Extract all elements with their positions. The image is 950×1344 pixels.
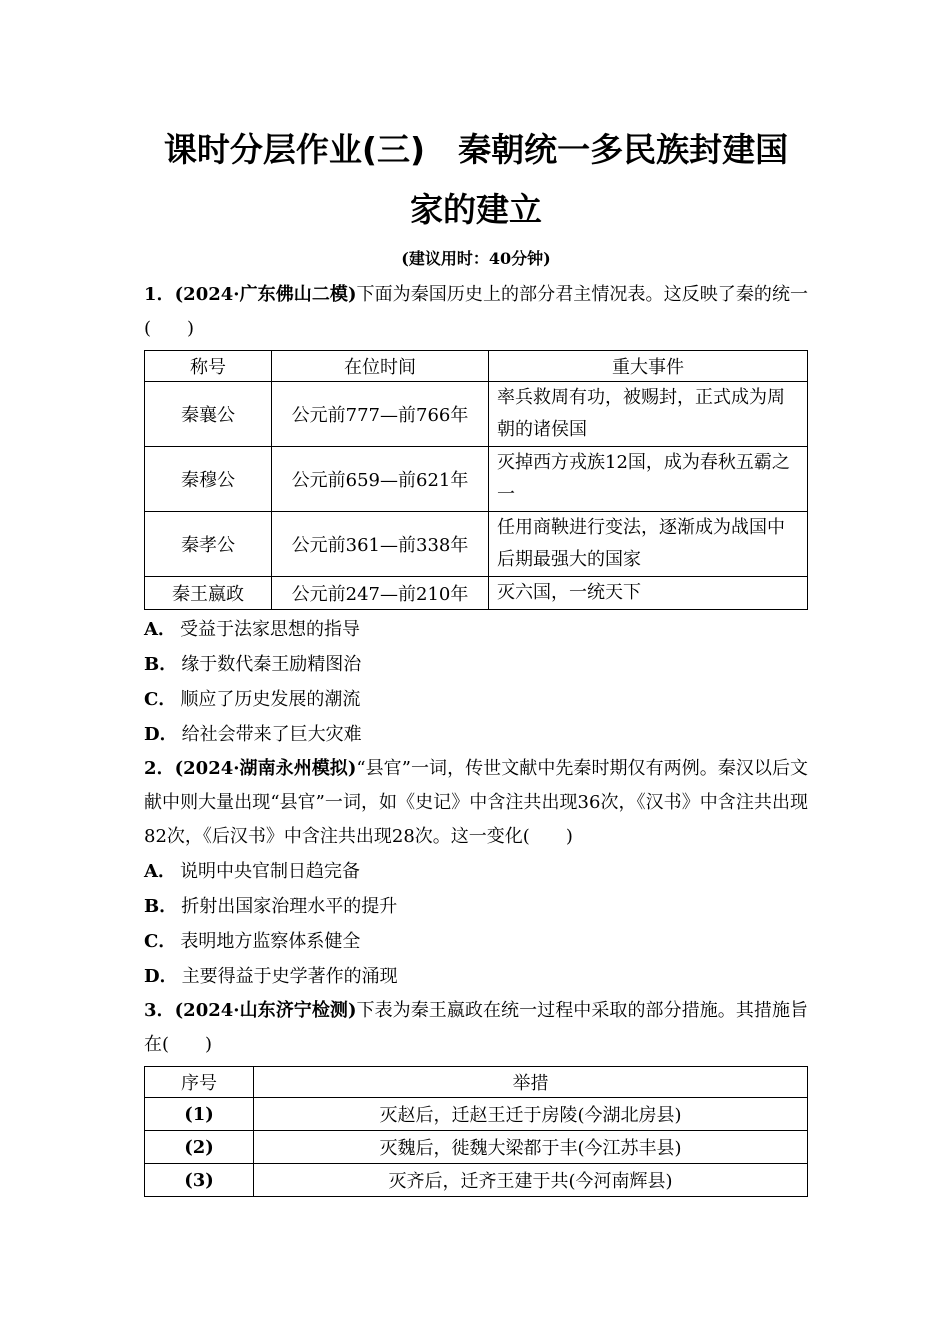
table-cell: 率兵救周有功，被赐封，正式成为周朝的诸侯国 [489,382,808,447]
table-row [145,1098,808,1131]
question-list [144,278,808,1197]
option-letter: C． [144,931,177,952]
question-1-table-wrapper [144,350,808,610]
option-letter: C． [144,689,177,710]
question-2-option-a[interactable] [144,854,808,889]
question-1-stem [144,278,808,346]
question-3-stem [144,994,808,1062]
suggested-time: (建议用时：40分钟) [401,249,551,268]
table-cell: 灭赵后，迁赵王迁于房陵(今湖北房县) [254,1098,808,1131]
table-cell: 公元前247—前210年 [272,577,489,610]
page-title-line-1: 课时分层作业(三) 秦朝统一多民族封建国 [163,130,789,169]
table-cell: 秦穆公 [145,447,272,512]
question-1-table [144,350,808,610]
table-header-cell: 称号 [145,351,272,382]
table-cell: (2) [145,1131,254,1164]
table-cell: (3) [145,1164,254,1197]
question-1-option-a[interactable] [144,612,808,647]
table-header-cell: 举措 [254,1067,808,1098]
table-cell: 公元前361—前338年 [272,512,489,577]
option-letter: D． [144,966,178,987]
option-text: 表明地方监察体系健全 [180,931,361,952]
table-cell: 灭掉西方戎族12国，成为春秋五霸之一 [489,447,808,512]
table-header-cell: 在位时间 [272,351,489,382]
question-1-option-c[interactable] [144,682,808,717]
question-number: 2． [144,758,175,779]
table-header-cell: 序号 [145,1067,254,1098]
question-source: (2024·广东佛山二模) [174,284,357,305]
page-title-line-2: 家的建立 [410,190,542,229]
option-text: 说明中央官制日趋完备 [179,861,360,882]
question-text: “县官”一词，传世文献中先秦时期仅有两例。秦汉以后文献中则大量出现“县官”一词，如《史记》中含注共出现36次，《汉书》中含注共出现82次，《后汉书》中含注共出现28次。这一变化( ) [144,758,808,847]
option-text: 顺应了历史发展的潮流 [180,689,361,710]
option-letter: A． [144,861,176,882]
option-text: 给社会带来了巨大灾难 [181,724,362,745]
question-1-option-d[interactable] [144,717,808,752]
table-cell: 公元前777—前766年 [272,382,489,447]
table-row [145,1164,808,1197]
question-2-option-c[interactable] [144,924,808,959]
table-cell: 公元前659—前621年 [272,447,489,512]
question-text: 下面为秦国历史上的部分君主情况表。这反映了秦的统一( ) [144,284,808,339]
table-cell: 灭魏后，徙魏大梁都于丰(今江苏丰县) [254,1131,808,1164]
question-source: (2024·湖南永州模拟) [174,758,357,779]
table-cell: 秦孝公 [145,512,272,577]
question-2-option-d[interactable] [144,959,808,994]
option-text: 主要得益于史学著作的涌现 [181,966,398,987]
table-cell: 秦襄公 [145,382,272,447]
table-cell: 灭六国，一统天下 [489,577,808,610]
option-text: 受益于法家思想的指导 [179,619,360,640]
option-letter: D． [144,724,178,745]
question-2-stem [144,752,808,854]
table-row [145,577,808,610]
table-header-row [145,1067,808,1098]
table-row [145,1131,808,1164]
question-3-table [144,1066,808,1197]
option-letter: B． [144,654,178,675]
question-text: 下表为秦王嬴政在统一过程中采取的部分措施。其措施旨在( ) [144,1000,808,1055]
question-1-option-b[interactable] [144,647,808,682]
question-source: (2024·山东济宁检测) [174,1000,357,1021]
question-number: 3． [144,1000,175,1021]
option-text: 缘于数代秦王励精图治 [181,654,362,675]
table-cell: 秦王嬴政 [145,577,272,610]
table-cell: 任用商鞅进行变法，逐渐成为战国中后期最强大的国家 [489,512,808,577]
question-number: 1． [144,284,175,305]
option-letter: B． [144,896,178,917]
table-row [145,512,808,577]
table-row [145,447,808,512]
table-header-cell: 重大事件 [489,351,808,382]
question-2-option-b[interactable] [144,889,808,924]
table-cell: (1) [145,1098,254,1131]
table-header-row [145,351,808,382]
option-letter: A． [144,619,176,640]
table-row [145,382,808,447]
option-text: 折射出国家治理水平的提升 [181,896,398,917]
question-3-table-wrapper [144,1066,808,1197]
table-cell: 灭齐后，迁齐王建于共(今河南辉县) [254,1164,808,1197]
